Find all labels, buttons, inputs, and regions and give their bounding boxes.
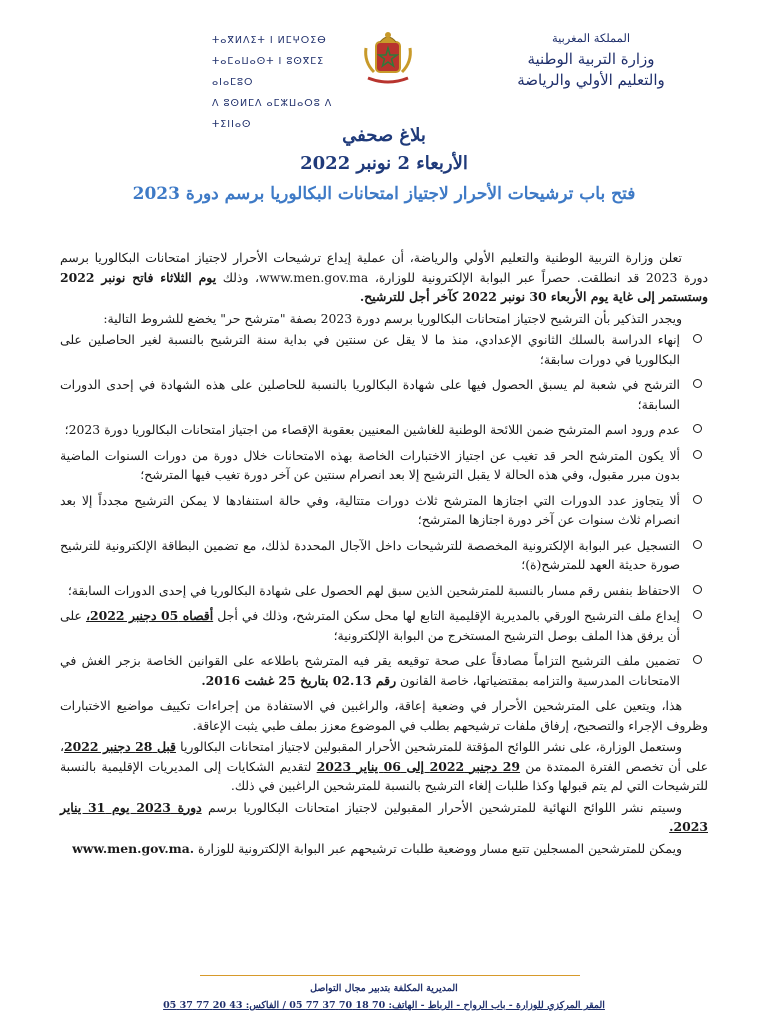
- kingdom-name: المملكة المغربية: [551, 31, 631, 45]
- footer-contact: المقر المركزي للوزارة - باب الرواح - الرباط - الهاتف: 70 18 70 37 77 05 / الفاكس: 43 20 77 37 05: [163, 1000, 605, 1011]
- footer: [150, 980, 618, 1014]
- intro-url[interactable]: www.men.gov.ma: [258, 269, 369, 285]
- provisional-lists-paragraph: وستعمل الوزارة، على نشر اللوائح المؤقتة للمترشحين الأحرار المقبولين لاجتياز امتحانات البكالوريا قبل 28 دجنبر 2022، على أن تخصص الفترة الممتدة من 29 دجنبر 2022 إلى 06 يناير 2023 لتقديم الشكايات إلى المديريات الإقليمية بالنسبة للترشيحات التي لم يتم قبولها وكذا طلبات إلغاء الترشيح بالنسبة للمترشحين الراغبين في ذلك.: [60, 739, 708, 793]
- tracking-paragraph: ويمكن للمترشحين المسجلين تتبع مسار ووضعية طلبات ترشيحهم عبر البوابة الإلكترونية للوزارة www.men.gov.ma.: [72, 840, 682, 856]
- title-block: [60, 124, 708, 206]
- bullet-icon: [693, 334, 702, 343]
- condition-item: ألا يتجاوز عدد الدورات التي اجتازها المترشح ثلاث دورات متتالية، وفي حالة استنفادها لا يمكن الترشيح مجدداً إلا بعد انصرام ثلاث سنوات عن آخر دورة اجتازها المترشح؛: [60, 491, 680, 530]
- intro-paragraph: تعلن وزارة التربية الوطنية والتعليم الأولي والرياضة، أن عملية إيداع ترشيحات الأحرار لاجتياز امتحانات البكالوريا برسم دورة 2023 قد انطلقت. حصراً عبر البوابة الإلكترونية للوزارة، www.men.gov.ma، وذلك يوم الثلاثاء فاتح نونبر 2022 وستستمر إلى غاية يوم الأربعاء 30 نونبر 2022 كآخر أجل للترشيح.: [60, 250, 708, 304]
- provisional-lists-date: قبل 28 دجنبر 2022: [64, 739, 176, 754]
- bullet-icon: [693, 585, 702, 594]
- final-lists-paragraph: وسيتم نشر اللوائح النهائية للمترشحين الأحرار المقبولين لاجتياز امتحانات البكالوريا برسم دورة 2023 يوم 31 يناير 2023.: [60, 799, 708, 834]
- ministry-header-tifinagh: [212, 30, 362, 135]
- condition-item: إيداع ملف الترشيح الورقي بالمديرية الإقليمية التابع لها محل سكن المترشح، وذلك في أجل أقصاه 05 دجنبر 2022، على أن يرفق هذا الملف بوصل الترشيح المستخرج من البوابة الإلكترونية؛: [60, 606, 680, 645]
- document-type: بلاغ صحفي: [342, 125, 426, 146]
- footer-divider: [200, 975, 580, 976]
- footer-directorate: المديرية المكلفة بتدبير مجال التواصل: [310, 983, 458, 994]
- conditions-list: [60, 330, 708, 690]
- bullet-icon: [693, 379, 702, 388]
- ministry-header-arabic: [486, 28, 696, 91]
- registration-period: يوم الثلاثاء فاتح نونبر 2022 وستستمر إلى غاية يوم الأربعاء 30 نونبر 2022 كآخر أجل للترشيح.: [60, 269, 708, 304]
- conditions-intro: ويجدر التذكير بأن الترشيح لاجتياز امتحانات البكالوريا برسم دورة 2023 بصفة "مترشح حر" يخضع للشروط التالية:: [103, 310, 682, 326]
- paper-file-deadline: أقصاه 05 دجنبر 2022،: [85, 608, 214, 623]
- law-reference: رقم 02.13 بتاريخ 25 غشت 2016.: [201, 672, 397, 688]
- condition-item: الترشح في شعبة لم يسبق الحصول فيها على شهادة البكالوريا بالنسبة للحاصلين على هذه الشهادة في إحدى الدورات السابقة؛: [60, 375, 680, 414]
- condition-item: ألا يكون المترشح الحر قد تغيب عن اجتياز الاختبارات الخاصة بهذه الامتحانات خلال دورة من دورات السنوات الماضية بدون مبرر مقبول، وفي هذه الحالة لا يقبل الترشيح إلا بعد انصرام سنتين عن آخر دورة تغيب فيها المترشح؛: [60, 446, 680, 485]
- condition-item: عدم ورود اسم المترشح ضمن اللائحة الوطنية للغاشين المعنيين بعقوبة الإقصاء من اجتياز امتحانات البكالوريا دورة 2023؛: [60, 420, 680, 440]
- condition-item: إنهاء الدراسة بالسلك الثانوي الإعدادي، منذ ما لا يقل عن سنتين في بداية سنة الترشيح بالنسبة لغير الحاصلين على البكالوريا في دورات سابقة؛: [60, 330, 680, 369]
- final-lists-date: دورة 2023 يوم 31 يناير 2023.: [60, 799, 708, 834]
- tifinagh-line-1: ⵜⴰⴳⵍⴷⵉⵜ ⵏ ⵍⵎⵖⵔⵉⴱ: [212, 35, 327, 46]
- condition-item: الاحتفاظ بنفس رقم مسار بالنسبة للمترشحين الذين سبق لهم الحصول على شهادة البكالوريا في إحدى الدورات السابقة؛: [60, 581, 680, 601]
- tifinagh-line-3: ⴷ ⵓⵙⵍⵎⴷ ⴰⵎⵣⵡⴰⵔⵓ ⴷ ⵜⵉⵏⵏⴰⵙ: [212, 98, 333, 130]
- document-date: الأربعاء 2 نونبر 2022: [300, 153, 468, 174]
- royal-coat-of-arms-icon: [360, 28, 416, 86]
- bullet-icon: [693, 450, 702, 459]
- ministry-name-line1: وزارة التربية الوطنية: [527, 50, 655, 68]
- condition-item: التسجيل عبر البوابة الإلكترونية المخصصة للترشيحات داخل الآجال المحددة لذلك، مع تضمين البطاقة الإلكترونية للترشيح صورة حديثة العهد للمترشح(ة)؛: [60, 536, 680, 575]
- bullet-icon: [693, 424, 702, 433]
- ministry-name-line2: والتعليم الأولي والرياضة: [517, 71, 665, 89]
- bullet-icon: [693, 540, 702, 549]
- complaints-period: 29 دجنبر 2022 إلى 06 يناير 2023: [316, 758, 521, 774]
- press-release-body: [60, 248, 708, 860]
- document-headline: فتح باب ترشيحات الأحرار لاجتياز امتحانات البكالوريا برسم دورة 2023: [132, 184, 636, 204]
- bullet-icon: [693, 655, 702, 664]
- tifinagh-line-2: ⵜⴰⵎⴰⵡⴰⵙⵜ ⵏ ⵓⵙⴳⵎⵉ ⴰⵏⴰⵎⵓⵔ: [212, 56, 325, 88]
- bullet-icon: [693, 495, 702, 504]
- special-needs-paragraph: هذا، ويتعين على المترشحين الأحرار في وضعية إعاقة، والراغبين في الاستفادة من إجراءات تكييف مواضيع الاختبارات وظروف الإجراء والتصحيح، إرفاق ملفات ترشيحهم بطلب في الموضوع معزز بملف طبي يثبت الإعاقة.: [60, 698, 708, 733]
- condition-item: تضمين ملف الترشيح التزاماً مصادقاً على صحة توقيعه يقر فيه المترشح باطلاعه على القوانين الخاصة بزجر الغش في الامتحانات المدرسية والتزامه بمقتضياتها، خاصة القانون رقم 02.13 بتاريخ 25 غشت 2016.: [60, 651, 680, 690]
- tracking-url[interactable]: www.men.gov.ma.: [72, 840, 195, 856]
- bullet-icon: [693, 610, 702, 619]
